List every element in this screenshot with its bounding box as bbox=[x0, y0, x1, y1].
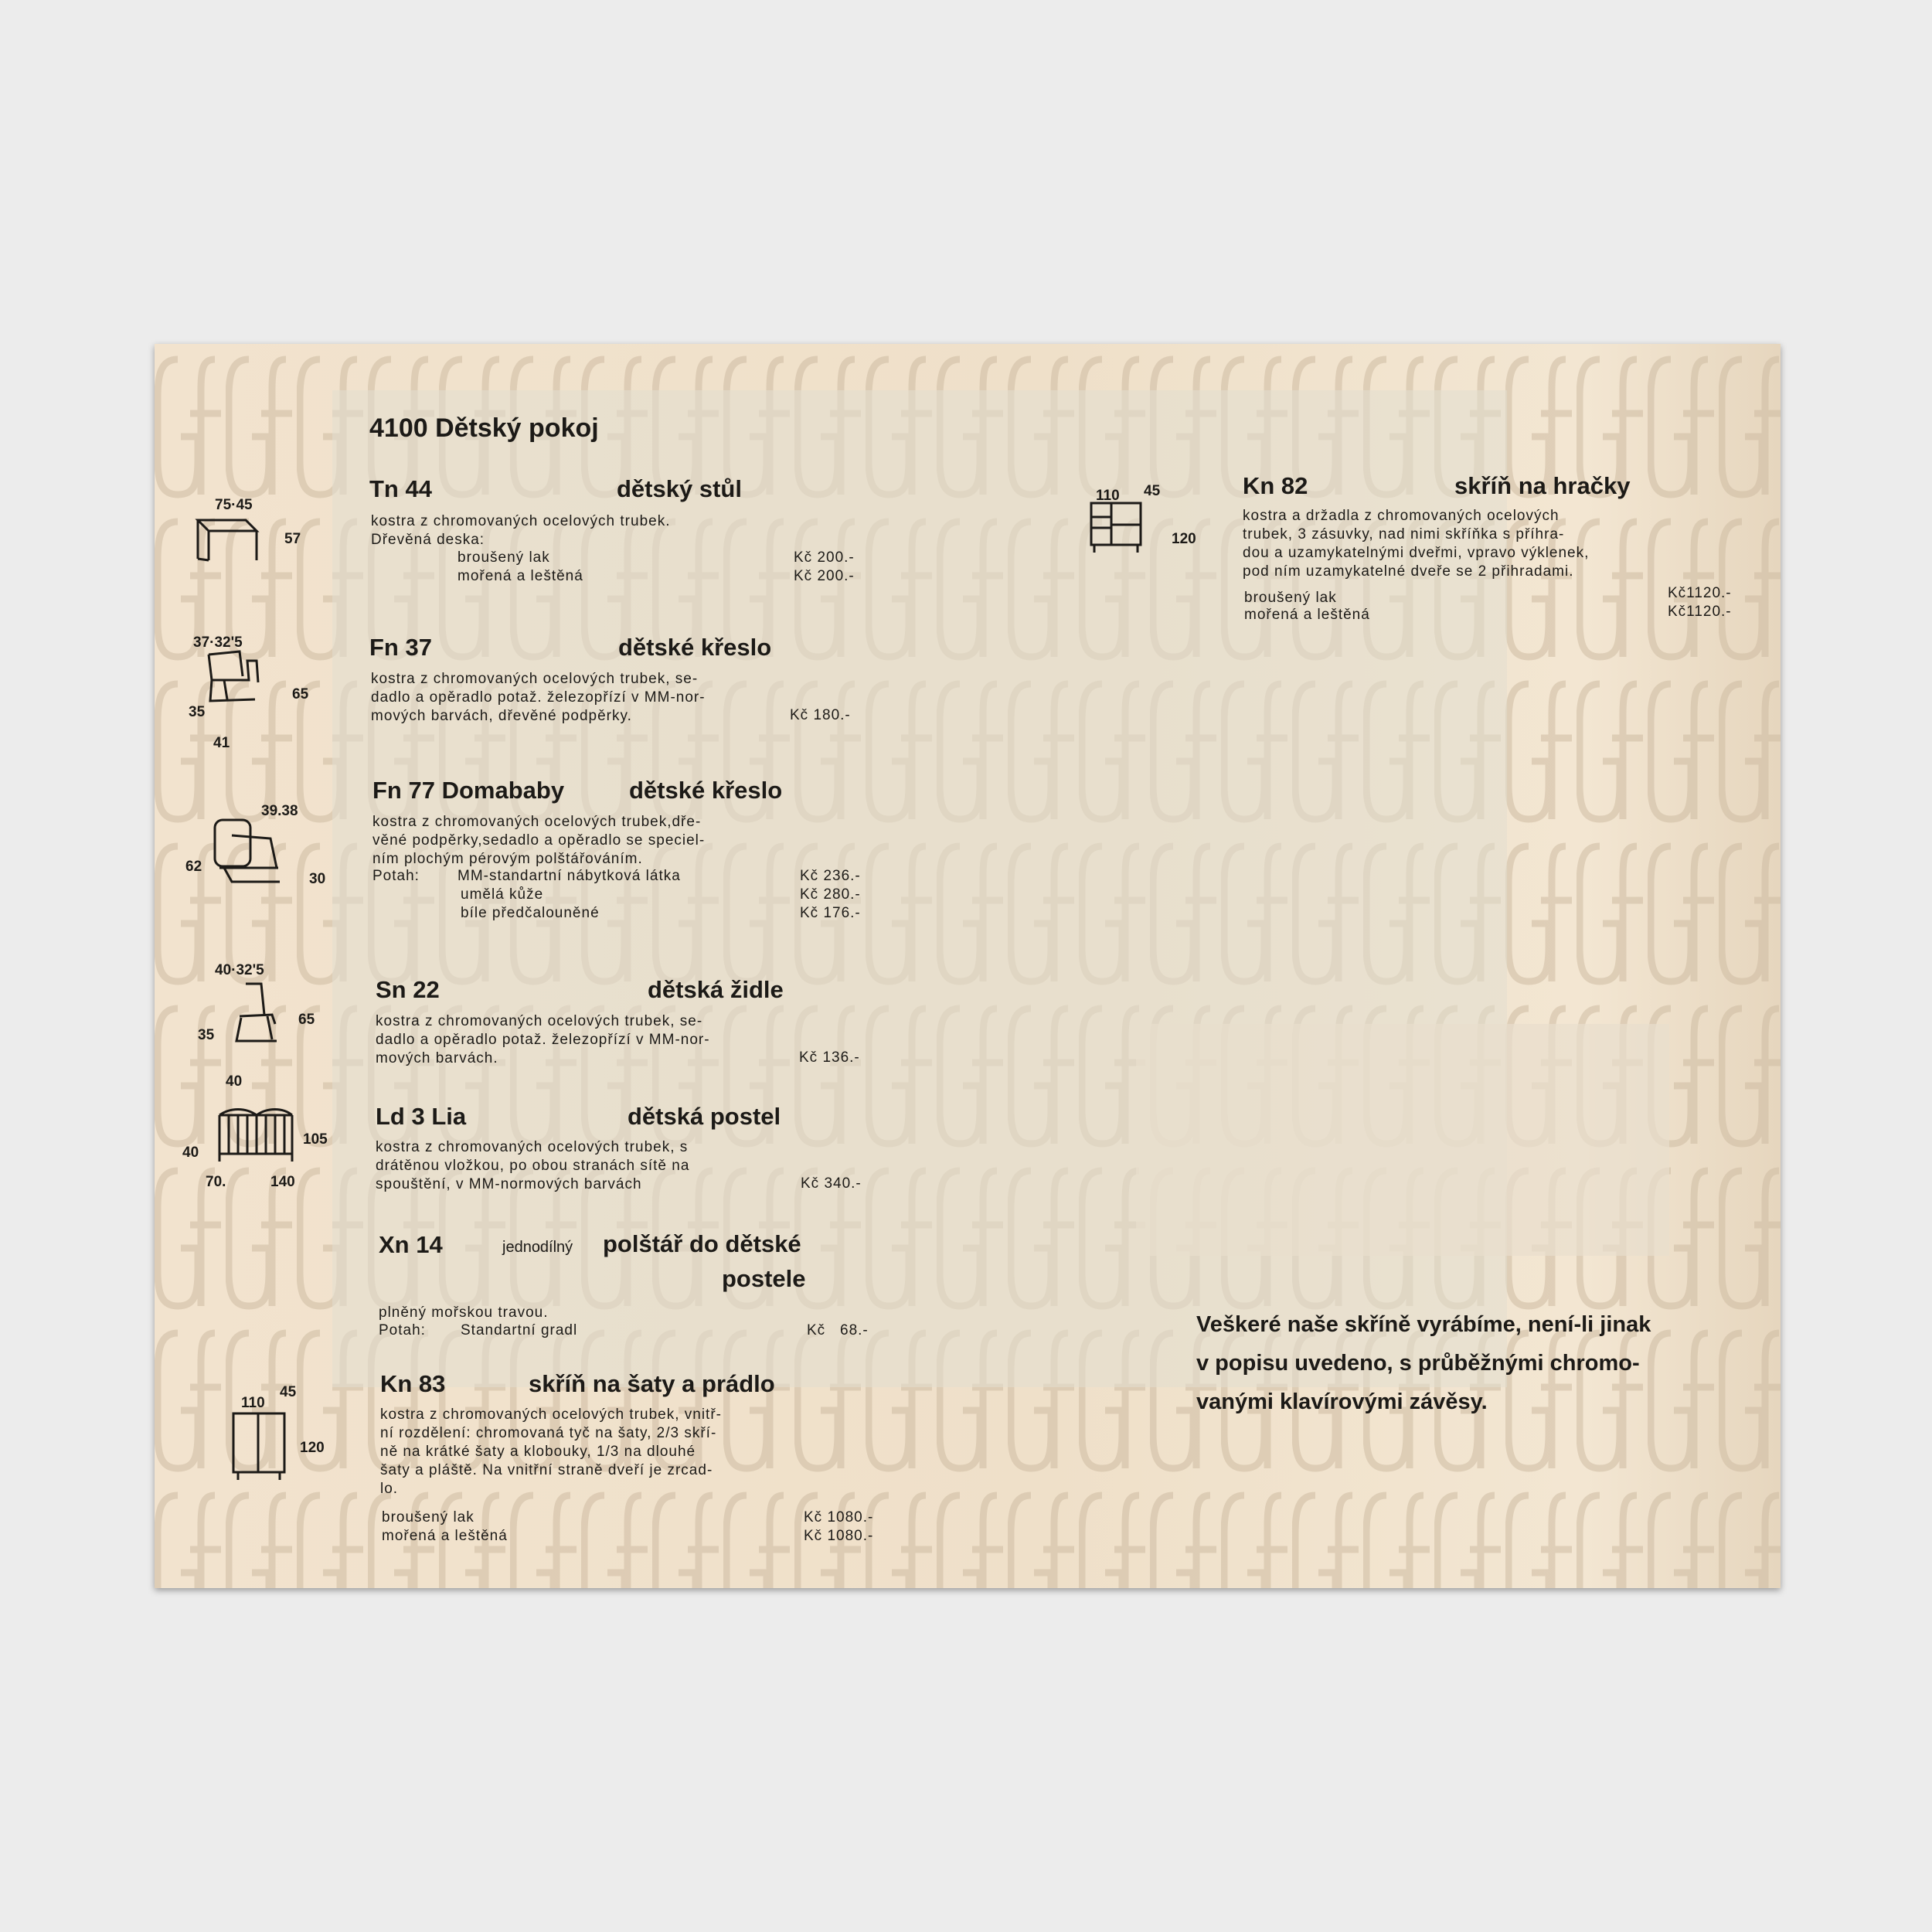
item-name: dětské křeslo bbox=[629, 777, 783, 804]
option-price: Kč 200.- bbox=[794, 549, 855, 566]
item-code: Kn 83 bbox=[380, 1370, 446, 1397]
dimension-label: 45 bbox=[280, 1384, 297, 1400]
item-name-line2: postele bbox=[722, 1265, 806, 1292]
option-price: Kč1120.- bbox=[1668, 604, 1732, 620]
chair-illustration bbox=[216, 978, 294, 1051]
dimension-label: 70. bbox=[206, 1174, 226, 1190]
item-code: Kn 82 bbox=[1243, 472, 1308, 499]
dimension-label: 41 bbox=[213, 735, 230, 751]
item-name: dětské křeslo bbox=[618, 634, 772, 661]
toy-cabinet-illustration bbox=[1088, 498, 1150, 560]
item-name: dětská postel bbox=[628, 1103, 781, 1130]
chair-illustration bbox=[193, 645, 270, 711]
dimension-label: 120 bbox=[300, 1440, 325, 1456]
dimension-label: 75·45 bbox=[215, 497, 253, 513]
catalog-content bbox=[155, 344, 1781, 1588]
dimension-label: 37·32'5 bbox=[193, 634, 243, 651]
item-name: skříň na hračky bbox=[1454, 472, 1631, 499]
dimension-label: 105 bbox=[303, 1131, 328, 1148]
item-price: Kč 136.- bbox=[799, 1049, 860, 1066]
item-name: dětská židle bbox=[648, 976, 784, 1003]
option-label: broušený lak bbox=[382, 1509, 474, 1526]
dimension-label: 35 bbox=[198, 1027, 215, 1043]
option-label: mořená a leštěná bbox=[382, 1528, 508, 1544]
dimension-label: 45 bbox=[1144, 483, 1161, 499]
item-code: Fn 37 bbox=[369, 634, 432, 661]
hinge-note: Veškeré naše skříně vyrábíme, není-li jinak v popisu uvedeno, s průběžnými chromo- vanými klavírovými závěsy. bbox=[1196, 1312, 1651, 1414]
item-price: Kč 180.- bbox=[790, 707, 851, 723]
dimension-label: 30 bbox=[309, 871, 326, 887]
dimension-label: 110 bbox=[1096, 488, 1120, 504]
dimension-label: 65 bbox=[292, 686, 309, 702]
item-name-prefix: jednodílný bbox=[502, 1239, 573, 1256]
option-price: Kč 200.- bbox=[794, 568, 855, 584]
item-code: Tn 44 bbox=[369, 475, 432, 502]
option-label: broušený lak bbox=[457, 549, 550, 566]
item-description: kostra z chromovaných ocelových trubek, se- dadlo a opěradlo potaž. železopřízí v MM-nor- mových barvách. bbox=[376, 1013, 710, 1066]
option-label: MM-standartní nábytková látka bbox=[457, 868, 681, 884]
item-description: kostra z chromovaných ocelových trubek, vnitř- ní rozdělení: chromovaná tyč na šaty, 2/3 skří- ně na krátké šaty a klobouky, 1/3 na dlouhé šaty a pláště. Na vnitřní straně dveří je zrcad- lo. bbox=[380, 1406, 722, 1497]
dimension-label: 35 bbox=[189, 704, 206, 720]
option-label: mořená a leštěná bbox=[457, 568, 583, 584]
wardrobe-illustration bbox=[230, 1410, 292, 1484]
crib-illustration bbox=[215, 1107, 300, 1169]
item-price: Kč 340.- bbox=[801, 1175, 862, 1192]
item-code: Ld 3 Lia bbox=[376, 1103, 467, 1130]
dimension-label: 40 bbox=[182, 1145, 199, 1161]
option-label: mořená a leštěná bbox=[1244, 607, 1370, 623]
item-description: kostra a držadla z chromovaných ocelových trubek, 3 zásuvky, nad nimi skříňka s příhra- dou a uzamykatelnými dveřmi, vpravo výklenek, pod ním uzamykatelné dveře se 2 přihradami. bbox=[1243, 508, 1590, 580]
dimension-label: 40 bbox=[226, 1073, 243, 1090]
item-code: Fn 77 Domababy bbox=[372, 777, 565, 804]
option-price: Kč 236.- bbox=[800, 868, 861, 884]
item-description: plněný mořskou travou. bbox=[379, 1304, 549, 1321]
item-description: kostra z chromovaných ocelových trubek. Dřevěná deska: bbox=[371, 513, 671, 548]
option-price: Kč 1080.- bbox=[804, 1509, 874, 1526]
item-code: Sn 22 bbox=[376, 976, 440, 1003]
option-label: bíle předčalouněné bbox=[461, 905, 600, 921]
dimension-label: 62 bbox=[185, 859, 202, 875]
item-name: polštář do dětské bbox=[603, 1230, 801, 1257]
dimension-label: 40·32'5 bbox=[215, 962, 264, 978]
page-heading: 4100 Dětský pokoj bbox=[369, 413, 599, 443]
dimension-label: 57 bbox=[284, 531, 301, 547]
item-description: kostra z chromovaných ocelových trubek,dře- věné podpěrky,sedadlo a opěradlo se speciel- ním plochým pérovým polštářováním. bbox=[372, 814, 706, 867]
option-price: Kč 176.- bbox=[800, 905, 861, 921]
options-label: Potah: bbox=[379, 1322, 426, 1338]
catalog-page bbox=[155, 344, 1781, 1588]
dimension-label: 65 bbox=[298, 1012, 315, 1028]
option-label: broušený lak bbox=[1244, 590, 1337, 606]
option-price: Kč 280.- bbox=[800, 886, 861, 903]
options-label: Potah: bbox=[372, 868, 420, 884]
option-price: Kč1120.- bbox=[1668, 585, 1732, 601]
dimension-label: 120 bbox=[1172, 531, 1196, 547]
option-price: Kč 1080.- bbox=[804, 1528, 874, 1544]
option-label: Standartní gradl bbox=[461, 1322, 578, 1338]
dimension-label: 110 bbox=[241, 1395, 265, 1411]
armchair-illustration bbox=[209, 814, 294, 887]
item-description: kostra z chromovaných ocelových trubek, s drátěnou vložkou, po obou stranách sítě na spouštění, v MM-normových barvách bbox=[376, 1139, 690, 1192]
item-description: kostra z chromovaných ocelových trubek, se- dadlo a opěradlo potaž. železopřízí v MM-nor- mových barvách, dřevěné podpěrky. bbox=[371, 671, 706, 724]
dimension-label: 140 bbox=[270, 1174, 295, 1190]
item-code: Xn 14 bbox=[379, 1231, 443, 1258]
option-label: umělá kůže bbox=[461, 886, 544, 903]
option-price: Kč 68.- bbox=[807, 1322, 869, 1338]
dimension-label: 39.38 bbox=[261, 803, 298, 819]
item-name: dětský stůl bbox=[617, 475, 742, 502]
item-name: skříň na šaty a prádlo bbox=[529, 1370, 775, 1397]
